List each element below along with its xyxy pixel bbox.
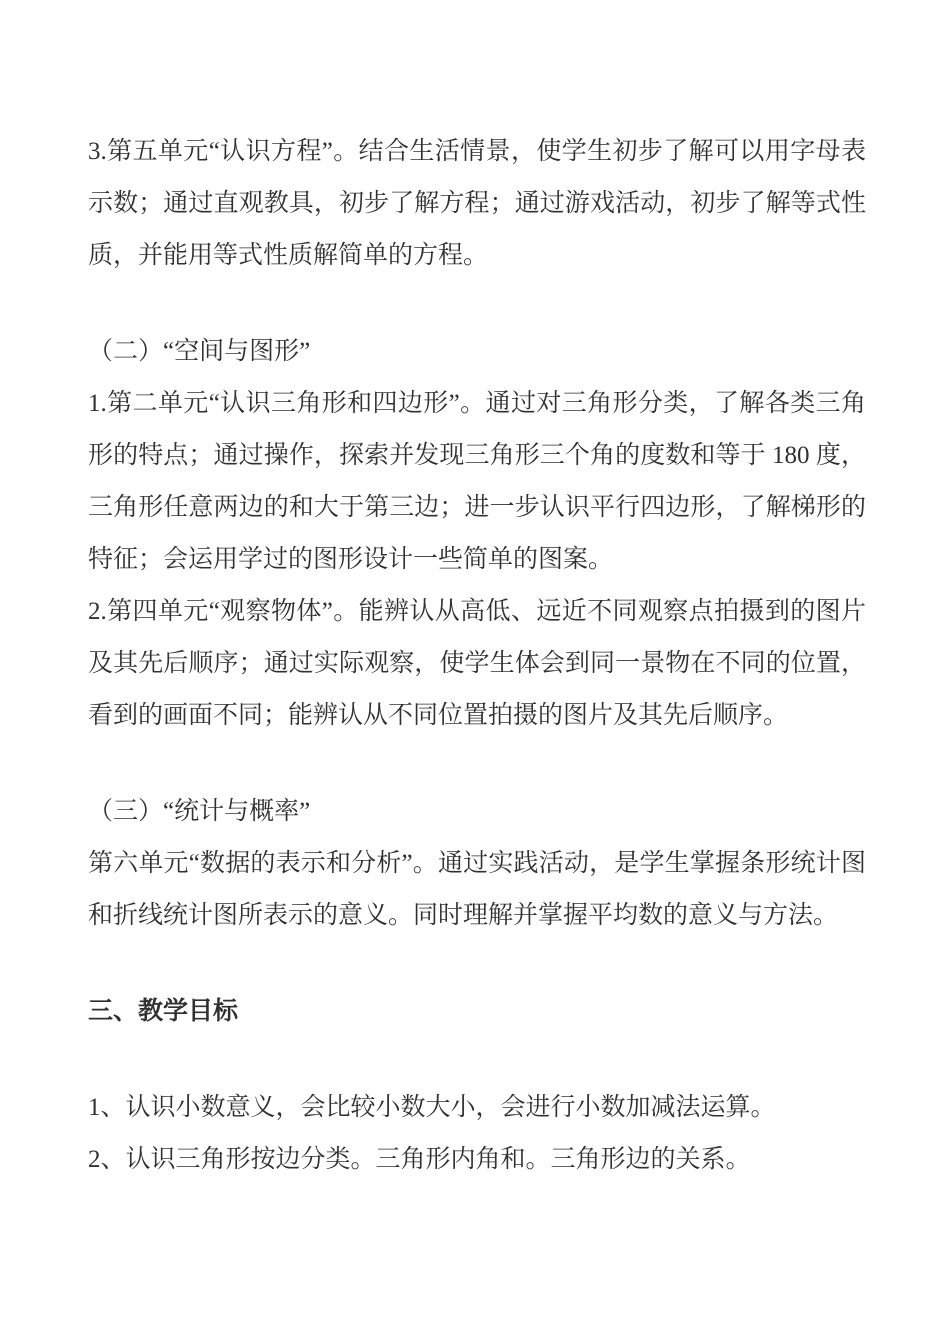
body-paragraph: 1.第二单元“认识三角形和四边形”。通过对三角形分类，了解各类三角形的特点；通过操作，探索并发现三角形三个角的度数和等于 180 度，三角形任意两边的和大于第三边；进一步认识平行四边形，了解梯形的特征；会运用学过的图形设计一些简单的图案。 bbox=[88, 390, 866, 573]
body-paragraph: （二）“空间与图形” bbox=[88, 338, 311, 365]
body-paragraph: 2、认识三角形按边分类。三角形内角和。三角形边的关系。 bbox=[88, 1146, 751, 1173]
blank-line bbox=[88, 1038, 866, 1082]
section-heading: 三、教学目标 bbox=[88, 998, 239, 1025]
blank-line bbox=[88, 282, 866, 326]
body-paragraph: 3.第五单元“认识方程”。结合生活情景，使学生初步了解可以用字母表示数；通过直观教具，初步了解方程；通过游戏活动，初步了解等式性质，并能用等式性质解简单的方程。 bbox=[88, 138, 866, 269]
blank-line bbox=[88, 942, 866, 986]
body-paragraph: 第六单元“数据的表示和分析”。通过实践活动，是学生掌握条形统计图和折线统计图所表示的意义。同时理解并掌握平均数的意义与方法。 bbox=[88, 850, 866, 929]
blank-line bbox=[88, 742, 866, 786]
body-paragraph: （三）“统计与概率” bbox=[88, 798, 311, 825]
body-paragraph: 1、认识小数意义，会比较小数大小，会进行小数加减法运算。 bbox=[88, 1094, 776, 1121]
body-paragraph: 2.第四单元“观察物体”。能辨认从高低、远近不同观察点拍摄到的图片及其先后顺序；通过实际观察，使学生体会到同一景物在不同的位置，看到的画面不同；能辨认从不同位置拍摄的图片及其先后顺序。 bbox=[88, 598, 866, 729]
